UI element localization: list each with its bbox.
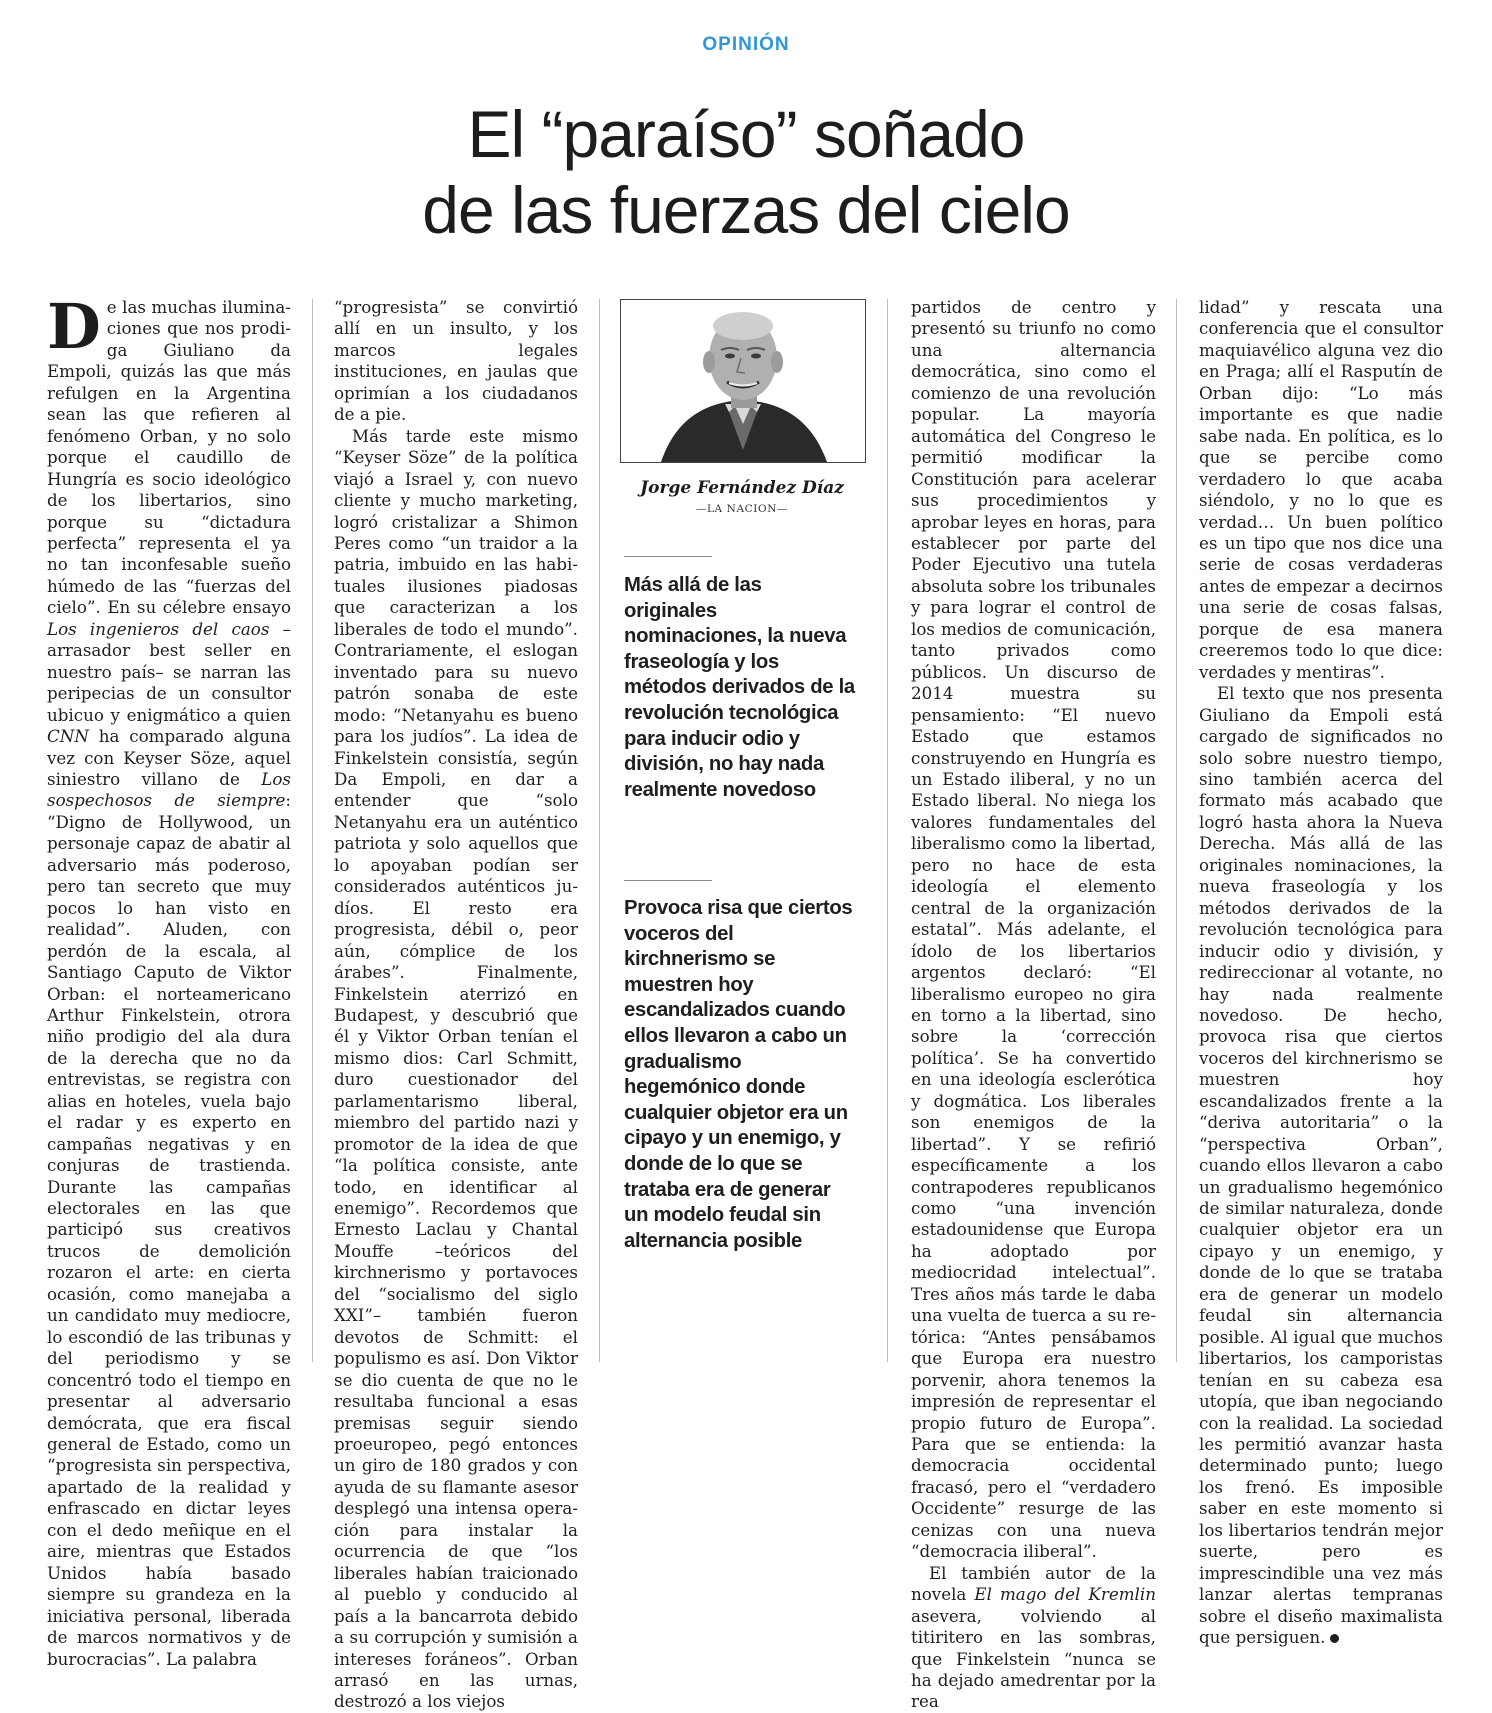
paragraph: El texto que nos presenta Giuliano da Empoli está cargado de significados no solo sobre nuestro tiempo, sino también acerca del formato más acabado que logró hasta ahora la Nueva Derecha. Más allá de las originales nominaciones, la nueva fraseología y los métodos derivados de la revolución tecnológica para inducir odio y división, y redireccionar al votante, no hay nada realmente novedoso. De hecho, provoca risa que ciertos voceros del kirchnerismo se muestren hoy escandalizados frente a la “deriva autoritaria” o la “perspectiva Orban”, cuando ellos llevaron a cabo un gradualismo hegemónico de similar naturaleza, donde cualquier objetor era un cipayo y un enemigo, y donde de lo que se trataba era de generar un modelo feudal sin alternancia posible. Al igual que muchos libertarios, los camporistas tenían en su cabeza esa utopía, que iban negociando con la realidad. La sociedad les permitió avanzar hasta determinado punto; luego los frenó. Es imposible saber en este momento si los libertarios tendrán mejor suerte, pero es imprescindible una vez más lanzar alertas tempranas sobre el diseño maximalista que persiguen. <box>1199 683 1443 1648</box>
column-divider <box>599 299 600 1362</box>
paragraph: Más tarde este mismo “Keyser Söze” de la política viajó a Israel y, con nuevo cliente y mucho marketing, logró cristalizar a Shimon Peres como “un traidor a la patria, imbuido en las habituales ilusiones piadosas que caracterizan a los liberales de todo el mundo”. Contrariamente, el eslogan inventado para su nuevo patrón sonaba de este modo: “Netanyahu es bueno para los judíos”. La idea de Finkelstein consistía, según Da Empoli, en dar a entender que “solo Netanyahu era un auténtico patriota y solo aquellos que lo apoyaban podían ser considerados auténticos judíos. El resto era progresista, débil o, peor aún, cómplice de los árabes”. Finalmente, Finkelstein aterrizó en Budapest, y descubrió que él y Viktor Orban tenían el mismo dios: Carl Schmitt, duro cuestionador del parlamentarismo liberal, miembro del partido nazi y promotor de la idea de que “la política consiste, ante todo, en identificar al enemigo”. Recordemos que Ernesto Laclau y Chantal Mouffe –teóricos del kirchnerismo y portavoces del “socialismo del siglo XXI”– también fueron devotos de Schmitt: el populismo es así. Don Viktor se dio cuenta de que no le resultaba funcional a esas premisas seguir siendo proeuropeo, pegó entonces un giro de 180 grados y con ayuda de su flamante asesor desplegó una intensa operación para instalar la ocurrencia de que “los liberales habían traicionado al pueblo y conducido al país a la bancarrota debido a su corrupción y sumisión a intereses foráneos”. Orban arrasó en las urnas, destrozó a los viejos <box>334 425 578 1712</box>
pull-quote-2: Provoca risa que ciertos voceros del kirchnerismo se muestren hoy escandalizados cuando ellos llevaron a cabo un gradualismo hegemónico donde cualquier objetor era un cipayo y un enemigo, y donde de lo que se trataba era de generar un modelo feudal sin alternancia posible <box>624 897 853 1252</box>
media-name: CNN <box>47 726 89 747</box>
article-column-5 <box>1199 297 1443 1649</box>
headline-line-1: El “paraíso” soñado <box>467 97 1025 171</box>
paragraph: lidad” y rescata una conferencia que el consultor maquiavélico alguna vez dio en Praga; allí el Rasputín de Orban dijo: “Lo más importante es que nadie sabe nada. En política, es lo que se percibe como verdadero lo que acaba siéndolo, y no lo que es verdad… Un buen político es un tipo que nos dice una serie de cosas verdaderas antes de empezar a decirnos una serie de cosas falsas, porque de esa manera creeremos todo lo que dice: verdades y mentiras”. <box>1199 297 1443 682</box>
end-mark-icon <box>1330 1634 1339 1643</box>
article-column-4 <box>911 297 1156 1713</box>
headline <box>0 96 1492 248</box>
column-divider <box>887 299 888 1362</box>
pull-quote-1: Más allá de las originales nominaciones, la nueva fraseología y los métodos derivados de la revolución tecnológica para inducir odio y división, no hay nada realmente novedoso <box>624 574 855 801</box>
column-divider <box>312 299 313 1362</box>
paragraph: partidos de centro y presentó su triunfo no como una alternancia democrática, sino como el comienzo de una revolución popular. La mayoría automática del Congreso le permitió modificar la Constitución para acelerar sus procedimientos y aprobar leyes en horas, para establecer por parte del Poder Ejecutivo una tutela absoluta sobre los tribunales y para lograr el control de los medios de comunicación, tanto privados como públicos. Un discurso de 2014 muestra su pensamiento: “El nuevo Estado que estamos construyendo en Hungría es un Estado iliberal, y no un Estado liberal. No niega los valores fundamentales del liberalismo como la libertad, pero no hace de esta ideología el elemento central de la organización estatal”. Más adelante, el ídolo de los libertarios argentos declaró: “El liberalismo europeo no gira en torno a la libertad, sino sobre la ‘corrección política’. Se ha convertido en una ideología esclerótica y dogmática. Los liberales son enemigos de la libertad”. Y se refirió específicamente a los contrapoderes republicanos como “una invención estadounidense que Europa ha adoptado por mediocridad intelectual”. Tres años más tarde le daba una vuelta de tuerca a su retórica: “Antes pensábamos que Europa era nuestro porvenir, ahora tenemos la impresión de representar el propio futuro de Europa”. Para que se entienda: la democracia occidental fracasó, pero el “verdadero Occidente” resurge de las cenizas con una nueva “democracia iliberal”. <box>911 297 1156 1562</box>
section-label: OPINIÓN <box>702 34 790 55</box>
author-outlet: —LA NACION— <box>695 503 789 515</box>
drop-cap: D <box>47 290 101 363</box>
author-photo <box>620 299 866 463</box>
pullquote-rule <box>624 880 712 881</box>
pullquote-rule <box>624 556 712 557</box>
paragraph: De las muchas iluminaciones que nos prodiga Giuliano da Empoli, quizás las que más refulgen en la Argentina sean las que refieren al fenómeno Orban, y no solo porque el caudillo de Hungría es socio ideológico de los libertarios, sino porque su “dictadura perfecta” representa el ya no tan inconfesable sueño húmedo de las “fuerzas del cielo”. En su célebre ensayo Los ingenieros del caos –arrasador best seller en nuestro país– se narran las peripecias de un consultor ubicuo y enigmático a quien CNN ha comparado alguna vez con Keyser Söze, aquel siniestro villano de Los sospechosos de siempre: “Digno de Hollywood, un personaje capaz de abatir al adversario más poderoso, pero tan secreto que muy pocos lo han visto en realidad”. Aluden, con perdón de la escala, al Santiago Caputo de Viktor Orban: el norteamericano Arthur Finkelstein, otrora niño prodigio del ala dura de la derecha que no da entrevistas, se registra con alias en hoteles, vuela bajo el radar y es experto en campañas negativas y en conjuras de trastienda. Durante las campañas electorales en las que participó sus creativos trucos de demolición rozaron el arte: en cierta ocasión, como manejaba a un candidato muy mediocre, lo escondió de las tribunas y del periodismo y se concentró todo el tiempo en presentar al adversario demócrata, que era fiscal general de Estado, como un “progresista sin perspectiva, apartado de la realidad y enfrascado en dictar leyes con el dedo meñique en el aire, mientras que Estados Unidos había basado siempre su grandeza en la iniciativa personal, liberada de marcos normativos y de burocracias”. La palabra <box>47 290 291 1669</box>
paragraph: El también autor de la novela El mago del Kremlin asevera, volviendo al titiritero en las sombras, que Finkelstein “nunca se ha dejado amedrentar por la rea <box>911 1562 1156 1712</box>
article-column-1 <box>47 290 291 1670</box>
author-portrait-icon <box>621 300 865 462</box>
book-title: El mago del Kremlin <box>974 1584 1156 1605</box>
paragraph: “progresista” se convirtió allí en un insulto, y los marcos legales instituciones, en jaulas que oprimían a los ciudadanos de a pie. <box>334 297 578 425</box>
film-title: Los sospechosos de siempre <box>47 768 291 811</box>
book-title: Los ingenieros del caos <box>47 618 270 639</box>
column-divider <box>1176 299 1177 1362</box>
article-column-2 <box>334 297 578 1713</box>
author-name: Jorge Fernández Díaz <box>640 478 844 498</box>
headline-line-2: de las fuerzas del cielo <box>422 173 1070 247</box>
